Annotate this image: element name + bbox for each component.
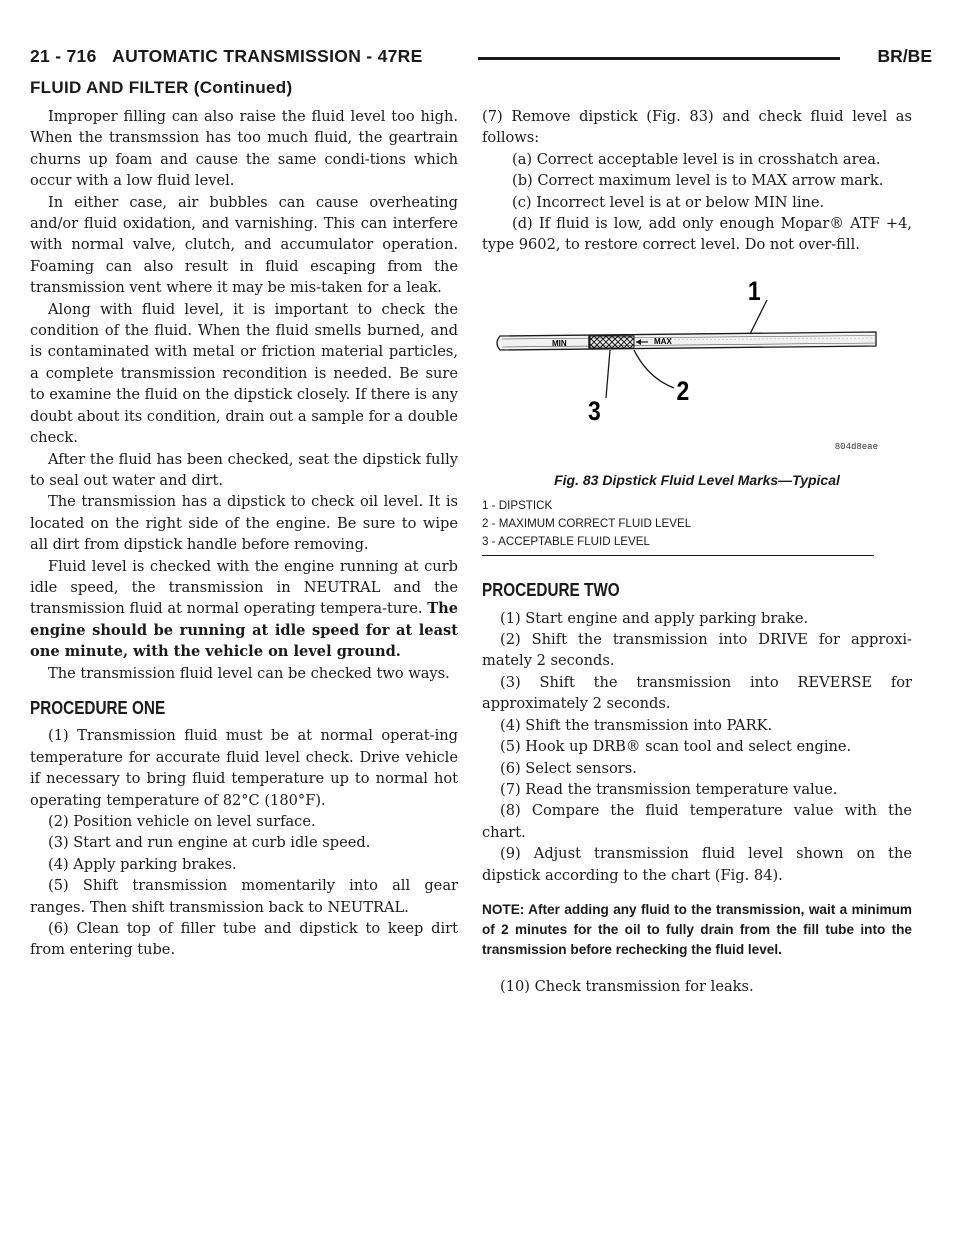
figure-caption: Fig. 83 Dipstick Fluid Level Marks—Typical — [554, 471, 840, 488]
step: (10) Check transmission for leaks. — [500, 977, 754, 995]
legend-item: 3 - ACCEPTABLE FLUID LEVEL — [482, 535, 650, 549]
callout-3: 3 — [588, 396, 601, 427]
warning-bold: The engine should be running at idle speed for at least one minute, with the vehicle on level ground. — [30, 600, 459, 661]
dipstick-illustration — [492, 270, 884, 460]
step: (5) Shift transmission momentarily into all gear ranges. Then shift transmission back to NEUTRAL. — [30, 877, 458, 916]
paragraph: Along with fluid level, it is important to check the condition of the fluid. When the fluid smells burned, and is contaminated with metal or friction material particles, a complete transmission recondition is needed. Be sure to examine the fluid on the dipstick closely. If there is any doubt about its condition, drain out a sample for a double check. — [30, 300, 458, 447]
page-section-title: 21 - 716 AUTOMATIC TRANSMISSION - 47RE — [30, 46, 423, 66]
step: (2) Shift the transmission into DRIVE for approxi-mately 2 seconds. — [482, 631, 912, 670]
callout-2: 2 — [676, 376, 690, 407]
step: (3) Shift the transmission into REVERSE for approximately 2 seconds. — [482, 673, 912, 713]
dipstick-figure — [492, 270, 884, 470]
figure-code: 804d8eae — [834, 441, 878, 452]
leader-2 — [634, 350, 674, 388]
procedure-one-heading: PROCEDURE ONE — [30, 697, 166, 718]
callout-1: 1 — [747, 276, 761, 307]
paragraph: In either case, air bubbles can cause overheating and/or fluid oxidation, and varnishing. This can interfere with normal valve, clutch, and accumulator operation. Foaming can also result in fluid escaping from the transmission vent where it may be mis-taken for a leak. — [30, 193, 458, 297]
step: (9) Adjust transmission fluid level shown on the dipstick according to the chart (Fig. 84). — [482, 845, 912, 884]
step: (4) Shift the transmission into PARK. — [500, 716, 773, 734]
step: (2) Position vehicle on level surface. — [48, 813, 316, 830]
min-mark-label: MIN — [552, 338, 567, 348]
max-mark-label: MAX — [654, 336, 672, 346]
legend-item: 1 - DIPSTICK — [482, 499, 553, 513]
paragraph: After the fluid has been checked, seat the dipstick fully to seal out water and dirt. — [30, 450, 458, 489]
legend-item: 2 - MAXIMUM CORRECT FLUID LEVEL — [482, 517, 692, 531]
step: (3) Start and run engine at curb idle speed. — [48, 834, 371, 852]
step: (7) Read the transmission temperature value. — [500, 780, 838, 798]
step: (8) Compare the fluid temperature value with the chart. — [482, 802, 912, 841]
substep: (d) If fluid is low, add only enough Mopar® ATF +4, type 9602, to restore correct level. Do not over-fill. — [482, 215, 912, 254]
substep: (b) Correct maximum level is to MAX arrow mark. — [512, 172, 884, 190]
step: (1) Start engine and apply parking brake. — [500, 609, 809, 627]
crosshatch-area — [590, 336, 634, 348]
right-column — [482, 106, 912, 997]
step: (6) Clean top of filler tube and dipstick to keep dirt from entering tube. — [30, 920, 458, 959]
substep: (c) Incorrect level is at or below MIN line. — [512, 193, 825, 211]
section-continued-heading: FLUID AND FILTER (Continued) — [30, 78, 293, 97]
header-rule — [478, 57, 840, 60]
step: (1) Transmission fluid must be at normal operat-ing temperature for accurate fluid level check. Drive vehicle if necessary to bring fluid temperature up to normal hot operating temperature of 82°C (180°F). — [30, 727, 458, 809]
procedure-two-heading: PROCEDURE TWO — [482, 580, 620, 601]
page-header — [30, 46, 932, 76]
leader-3 — [606, 350, 610, 398]
paragraph: Improper filling can also raise the fluid level too high. When the transmssion has too much fluid, the geartrain churns up foam and cause the same condi-tions which occur with a low fluid level. — [30, 108, 458, 190]
paragraph: The transmission has a dipstick to check oil level. It is located on the right side of the engine. Be sure to wipe all dirt from dipstick handle before removing. — [30, 493, 458, 554]
step: (7) Remove dipstick (Fig. 83) and check fluid level as follows: — [482, 108, 912, 147]
paragraph: Fluid level is checked with the engine running at curb idle speed, the transmission in NEUTRAL and the transmission fluid at normal operating tempera-ture. The engine should be running at idle speed for at least one minute, with the vehicle on level ground. — [30, 557, 459, 661]
paragraph: The transmission fluid level can be checked two ways. — [48, 664, 450, 682]
left-column — [30, 106, 458, 961]
substep: (a) Correct acceptable level is in crosshatch area. — [512, 150, 881, 168]
note-paragraph: NOTE: After adding any fluid to the transmission, wait a minimum of 2 minutes for the oil to fully drain from the fill tube into the transmission before rechecking the fluid level. — [482, 901, 912, 957]
model-code: BR/BE — [877, 46, 932, 66]
step: (6) Select sensors. — [500, 759, 637, 777]
step: (5) Hook up DRB® scan tool and select engine. — [500, 738, 852, 756]
step: (4) Apply parking brakes. — [48, 855, 237, 873]
